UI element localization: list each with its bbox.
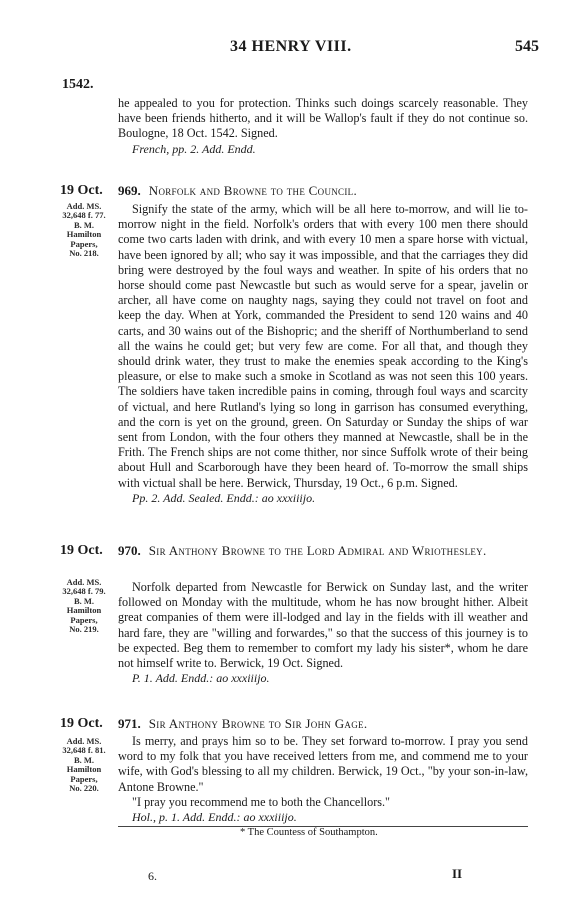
source-line: Papers, — [70, 238, 98, 249]
source-line: Hamilton — [66, 605, 102, 616]
source-line: Add. MS. — [66, 577, 102, 587]
source-line: B. M. — [73, 219, 95, 230]
source-line: Papers, — [70, 773, 98, 784]
entry-body-text: Signify the state of the army, which will be all here to-morrow, and will lie to-morrow night in the field. Norfolk's orders that with every 100 men there should come two carts laden with drink, and with every 10 men a spare horse with victual, have been ignored by all; who say it was impossible, and that the carriages they did bring were destroyed by the foul ways and weather. In spite of his orders that no horse should come past Newcastle but such as would serve for a spear, javelin or archer, all have come on naughty nags, saying they could not travel on foot and keep the day. When at York, commanded the President to send 120 wains and 40 carts, and 30 wains out of the Bishopric; and the sheriff of Northumberland to send all the wains he could get; but very few are come. For all that, and though they should drink water, they trust to make the enemies speak according to the King's pleasure, or else to make such a smoke in Scotland as was not seen this 100 years. The soldiers have taken incredible pains in coming, through foul ways and scarcity of victual, and here Rutland's lying so long in garrison has consumed everything, and the corn is yet on the ground, green. On Saturday or Sunday the ships of war sent from London, with the four others they manned at Newcastle, shall be in the Frith. The French ships are not come thither, nor since Suffolk wrote of their being about Hull and Scarborough have they been heard of. To-morrow the small ships with victual shall be here. Berwick, Thursday, 19 Oct., 6 p.m. Signed. — [118, 202, 528, 490]
entry-971-heading — [118, 716, 528, 732]
entry-970-source — [58, 578, 110, 634]
source-line: 32,648 f. 77. — [62, 210, 106, 221]
continuation-text: he appealed to you for protection. Thinks such doings scarcely reasonable. They have been friends hitherto, and it will be Wallop's fault if they do not continue so. Boulogne, 18 Oct. 1542. Signed. — [118, 96, 528, 141]
source-line: No. 218. — [69, 248, 99, 259]
entry-970-body — [118, 580, 528, 686]
running-header-title: 34 HENRY VIII. — [230, 38, 352, 55]
source-line: Hamilton — [66, 764, 102, 775]
printer-signature-mark: 6. — [148, 869, 157, 883]
entry-note: Hol., p. 1. Add. Endd.: ao xxxiiijo. — [132, 810, 297, 825]
entry-971-source — [58, 737, 110, 793]
entry-number: 970. — [118, 543, 141, 558]
entry-body-text: Is merry, and prays him so to be. They set forward to-morrow. I pray you send word to my folk that you have received letters from me, and commend me to your wife, with God's blessing to all my children. Berwick, 19 Oct., "by your son-in-law, Antone Browne." — [118, 734, 528, 794]
entry-note: Pp. 2. Add. Sealed. Endd.: ao xxxiiijo. — [132, 490, 316, 505]
entry-971-body — [118, 734, 528, 825]
entry-note: P. 1. Add. Endd.: ao xxxiiijo. — [132, 671, 270, 686]
source-line: No. 220. — [69, 783, 99, 794]
entry-title: Sir Anthony Browne to Sir John Gage. — [148, 716, 368, 731]
entry-969-heading — [118, 183, 528, 199]
entry-body-text: Norfolk departed from Newcastle for Berwick on Sunday last, and the writer followed on Monday with the multitude, whom he has now brought hither. Albeit great companies of them were ill-lodged and lay in the fields with ill weather and hard fare, they are "willing and forwardes," so that the success of this journey is to be expected. Beg them to remember to comfort my lady his sister*, whom he dare not himself write to. Berwick, 19 Oct. Signed. — [118, 580, 528, 671]
continuation-paragraph — [118, 96, 528, 157]
source-line: Add. MS. — [66, 736, 102, 746]
source-line: Add. MS. — [66, 201, 102, 211]
entry-number: 971. — [118, 716, 141, 731]
source-line: Hamilton — [66, 229, 102, 240]
continuation-note: French, pp. 2. Add. Endd. — [132, 141, 256, 156]
entry-970-heading — [118, 543, 528, 559]
source-line: 32,648 f. 79. — [62, 586, 106, 597]
source-line: Papers, — [70, 614, 98, 625]
entry-title: Sir Anthony Browne to the Lord Admiral and Wriothesley. — [148, 543, 487, 558]
volume-signature-mark: II — [452, 866, 463, 881]
source-line: 32,648 f. 81. — [62, 745, 106, 756]
entry-number: 969. — [118, 183, 141, 198]
page-number: 545 — [515, 38, 539, 55]
entry-969-date: 19 Oct. — [60, 183, 103, 198]
entry-title: Norfolk and Browne to the Council. — [148, 183, 358, 198]
source-line: No. 219. — [69, 624, 99, 635]
entry-971-date: 19 Oct. — [60, 716, 103, 731]
footnote: * The Countess of Southampton. — [240, 827, 378, 838]
margin-year: 1542. — [62, 77, 94, 92]
source-line: B. M. — [73, 595, 95, 606]
source-line: B. M. — [73, 754, 95, 765]
entry-970-date: 19 Oct. — [60, 543, 103, 558]
entry-969-source — [58, 202, 110, 258]
entry-body-postscript: "I pray you recommend me to both the Chancellors." — [132, 794, 391, 809]
entry-969-body — [118, 202, 528, 506]
